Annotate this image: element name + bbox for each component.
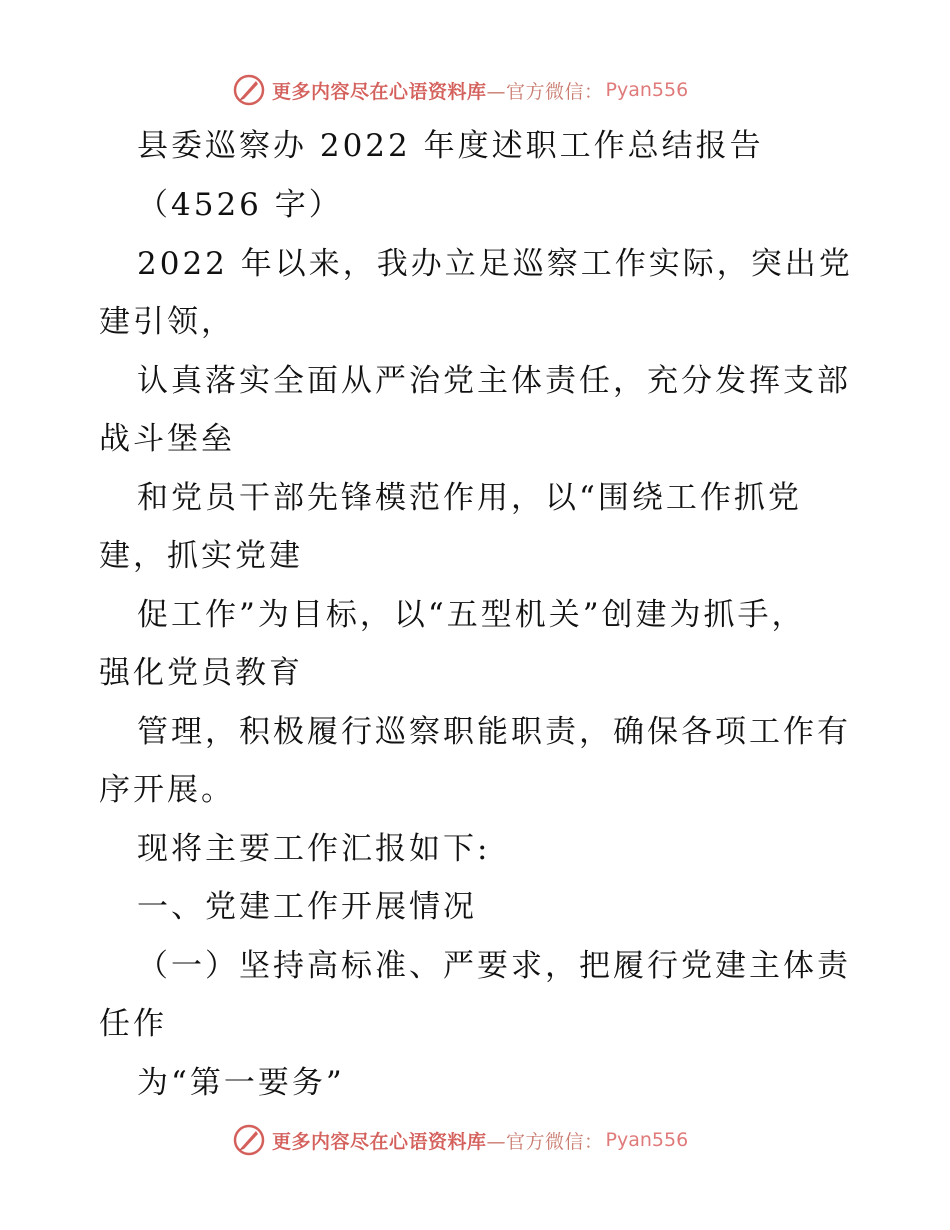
watermark-wechat-id: Pyan556 <box>605 1129 689 1151</box>
word-count: （4526 字） <box>137 187 343 223</box>
body-line: 现将主要工作汇报如下: <box>137 831 491 867</box>
footer-watermark-banner <box>232 1122 688 1158</box>
subsection-heading: （一）坚持高标准、严要求，把履行党建主体责 <box>137 948 851 984</box>
watermark-main-text: 更多内容尽在心语资料库 <box>272 1130 487 1153</box>
body-line: 管理，积极履行巡察职能职责，确保各项工作有 <box>137 714 851 750</box>
watermark-sub-text: —官方微信： <box>486 80 604 103</box>
document-title: 县委巡察办 2022 年度述职工作总结报告 <box>137 128 764 164</box>
body-line: 建引领， <box>99 304 235 340</box>
body-line: 和党员干部先锋模范作用，以“围绕工作抓党 <box>137 480 802 516</box>
body-line: 建，抓实党建 <box>99 538 303 574</box>
section-heading: 一、党建工作开展情况 <box>137 889 477 925</box>
body-line: 任作 <box>99 1006 167 1042</box>
watermark-sub-text: —官方微信： <box>486 1130 604 1153</box>
body-line: 为“第一要务” <box>137 1065 345 1101</box>
body-line: 认真落实全面从严治党主体责任，充分发挥支部 <box>137 363 851 399</box>
body-line: 战斗堡垒 <box>99 421 235 457</box>
feather-pen-logo-icon <box>232 73 266 107</box>
body-line: 2022 年以来，我办立足巡察工作实际，突出党 <box>137 246 853 282</box>
body-line: 序开展。 <box>99 772 235 808</box>
watermark-main-text: 更多内容尽在心语资料库 <box>272 80 487 103</box>
feather-pen-logo-icon <box>232 1123 266 1157</box>
watermark-wechat-id: Pyan556 <box>605 79 689 101</box>
body-line: 强化党员教育 <box>99 655 303 691</box>
body-line: 促工作”为目标，以“五型机关”创建为抓手， <box>137 597 806 633</box>
header-watermark-banner <box>232 72 688 108</box>
